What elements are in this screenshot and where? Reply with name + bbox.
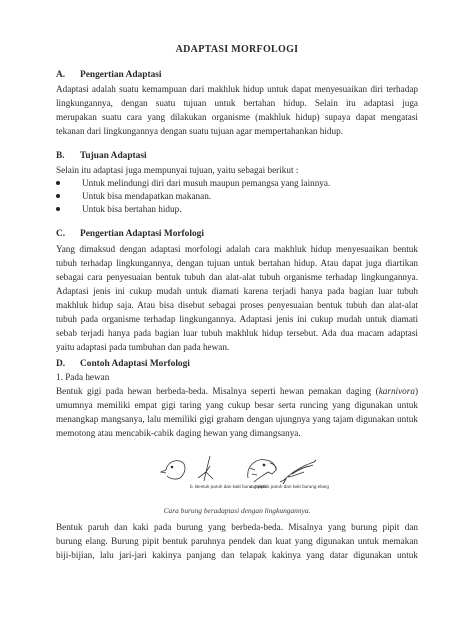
section-d-heading — [56, 359, 190, 369]
section-b-intro: Selain itu adaptasi juga mempunyai tujuan, yaitu sebagai berikut : — [56, 165, 299, 175]
section-a-letter: A. — [56, 70, 66, 80]
section-c-line: makhluk hidup saja. Atau bisa disebut sebagai proses penyesuaian bentuk tubuh dan alat-alat — [56, 300, 418, 310]
section-c-line: Adaptasi jenis ini cukup mudah untuk diamati karena terjadi hanya pada bagian luar tubuh — [56, 286, 418, 296]
section-b-title: Tujuan Adaptasi — [80, 151, 147, 161]
section-c-heading — [56, 229, 204, 239]
bullet-item — [56, 191, 211, 201]
document-title: ADAPTASI MORFOLOGI — [175, 44, 299, 55]
figure-label-a: a. Bentuk paruh dan kaki burung elang — [250, 484, 329, 489]
section-a-title: Pengertian Adaptasi — [80, 70, 162, 80]
section-d-line: burung elang. Burung pipit bentuk paruhnya pendek dan kuat yang digunakan untuk memakan — [56, 536, 418, 546]
bird-adaptation-figure — [158, 448, 329, 504]
bullet-text: Untuk bisa bertahan hidup. — [82, 204, 182, 214]
section-d-line: Bentuk paruh dan kaki pada burung yang berbeda-beda. Misalnya yang burung pipit dan — [56, 522, 418, 532]
bullet-dot-icon — [56, 207, 60, 211]
figure-caption: Cara burung beradaptasi dengan lingkungannya. — [163, 506, 311, 515]
bullet-dot-icon — [56, 194, 60, 198]
line-text: Bentuk gigi pada hewan berbeda-beda. Misalnya seperti hewan pemakan daging ( — [56, 386, 379, 396]
section-d-line: umumnya memiliki empat gigi taring yang cukup besar serta runcing yang digunakan untuk — [56, 400, 418, 410]
sparrow-foot-icon — [198, 456, 213, 481]
bullet-dot-icon — [56, 181, 60, 185]
sparrow-head-icon — [161, 461, 185, 479]
section-c-line: tubuh pada organisme terhadap lingkungannya. Adaptasi jenis ini cukup mudah untuk diamati — [56, 314, 418, 324]
section-c-line: sebab terjadi hanya pada bagian luar tubuh makhluk hidup tersebut. Ada dua macam adaptasi — [56, 328, 418, 338]
section-b-letter: B. — [56, 151, 65, 161]
eagle-foot-icon — [280, 460, 316, 484]
section-d-line — [56, 386, 418, 397]
bullet-item — [56, 204, 182, 214]
section-a-heading — [56, 70, 162, 80]
section-b-heading — [56, 151, 147, 161]
bullet-item — [56, 178, 330, 188]
bullet-text: Untuk bisa mendapatkan makanan. — [82, 191, 212, 201]
figure-label-b: b. Bentuk paruh dan kaki burung pipit — [190, 484, 267, 489]
italic-term: karnivora — [378, 386, 415, 396]
section-c-title: Pengertian Adaptasi Morfologi — [80, 229, 204, 239]
bullet-text: Untuk melindungi diri dari musuh maupun pemangsa yang lainnya. — [82, 178, 331, 188]
section-d-line: memotong atau mencabik-cabik daging hewan yang dimangsanya. — [56, 428, 301, 438]
section-c-line: yaitu adaptasi pada tumbuhan dan pada hewan. — [56, 342, 230, 352]
section-a-line: Adaptasi adalah suatu kemampuan dari makhluk hidup untuk dapat menyesuaikan diri terhadap — [56, 84, 418, 94]
section-a-line: tekanan dari lingkungannya dengan suatu tujuan agar mempertahankan hidup. — [56, 126, 344, 136]
section-a-line: merupakan suatu cara yang dilakukan organisme (makhluk hidup) supaya dapat mengatasi — [56, 112, 418, 122]
section-c-line: sebagai cara penyesuaian bentuk tubuh dan alat-alat tubuh organisme terhadap lingkungannya. — [56, 272, 418, 282]
section-d-line: biji-bijian, lalu jari-jari kakinya panjang dan telapak kakinya yang datar digunakan untuk — [56, 550, 418, 560]
section-c-line: tubuh terhadap lingkungannya, dengan tujuan untuk bertahan hidup. Atau dapat juga diartikan — [56, 258, 418, 268]
section-a-line: lingkungannya, dengan suatu tujuan untuk bertahan hidup. Selain itu adaptasi juga — [56, 98, 418, 108]
section-d-line: menangkap mangsanya, lalu memiliki gigi graham dengan ujungnya yang tajam digunakan untuk — [56, 414, 418, 424]
section-c-letter: C. — [56, 229, 66, 239]
eagle-head-icon — [248, 460, 276, 482]
section-d-title: Contoh Adaptasi Morfologi — [80, 359, 190, 369]
section-c-line: Yang dimaksud dengan adaptasi morfologi adalah cara makhluk hidup menyesuaikan bentuk — [56, 244, 418, 254]
section-d-letter: D. — [56, 359, 66, 369]
section-d-subheading: 1. Pada hewan — [56, 372, 110, 382]
line-text: ) — [414, 386, 418, 396]
